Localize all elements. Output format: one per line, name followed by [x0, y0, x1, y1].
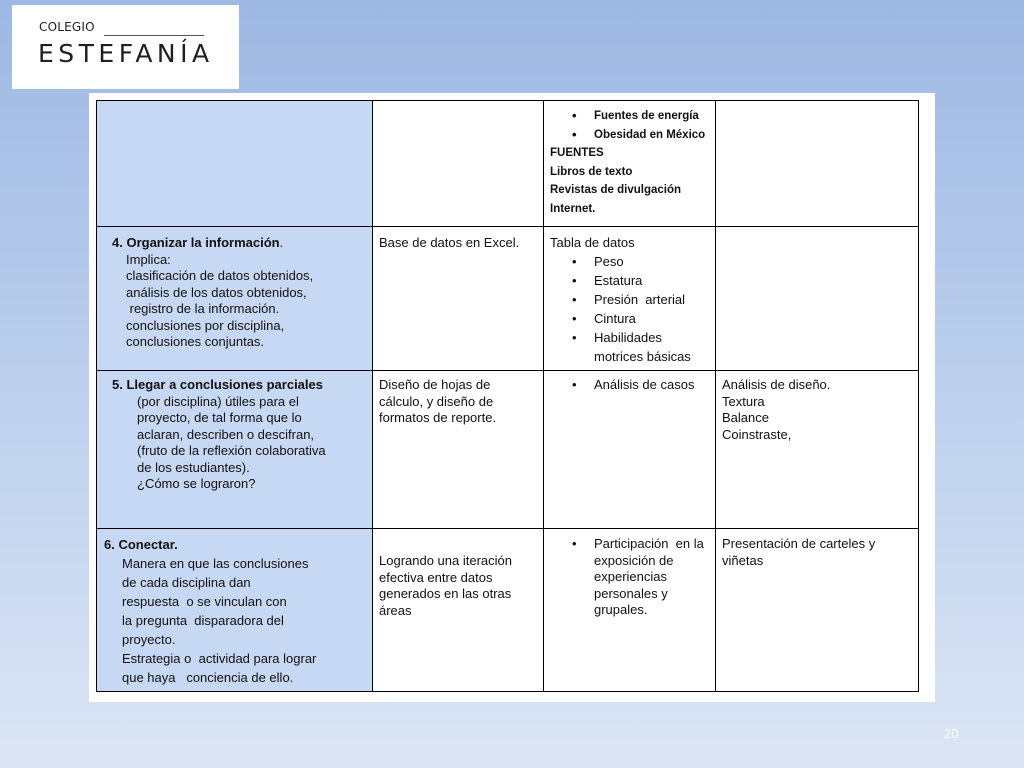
bullet-list: [550, 107, 709, 144]
step-title: 6. Conectar.: [104, 537, 178, 552]
step-line: Implica:: [126, 251, 171, 267]
document-page: [89, 93, 935, 702]
sources-heading: FUENTES: [550, 147, 604, 159]
table-cell: [716, 101, 919, 227]
planning-table: [96, 100, 919, 692]
table-cell: [373, 101, 544, 227]
table-cell: [544, 371, 716, 529]
step-line: (por disciplina) útiles para el: [137, 393, 299, 409]
table-cell: [373, 529, 544, 692]
table-heading: Tabla de datos: [550, 235, 635, 250]
cell-line: Coinstraste,: [722, 426, 792, 442]
list-item: • Fuentes de energía: [550, 107, 709, 126]
table-cell: [716, 529, 919, 692]
table-row: [97, 529, 919, 692]
step-title: Organizar la información: [126, 235, 280, 250]
list-item: • Presión arterial: [550, 290, 709, 309]
cell-text: Presentación de carteles y viñetas: [722, 536, 876, 568]
step-line: clasificación de datos obtenidos,: [126, 268, 314, 283]
list-item: • Obesidad en México: [550, 126, 709, 145]
table-cell: [716, 227, 919, 371]
step-line: Manera en que las conclusiones: [122, 556, 309, 571]
table-cell: [97, 371, 373, 529]
step-line: de cada disciplina dan: [122, 575, 251, 590]
list-item: • Habilidades motrices básicas: [550, 328, 709, 366]
table-row: [97, 101, 919, 227]
step-line: (fruto de la reflexión colaborativa: [137, 443, 326, 458]
table-cell: [373, 371, 544, 529]
table-cell: [373, 227, 544, 371]
bullet-list: [550, 536, 709, 619]
table-cell: [97, 529, 373, 692]
step-line: conclusiones por disciplina,: [126, 317, 285, 333]
step-line: registro de la información.: [126, 301, 280, 316]
step-line: de los estudiantes).: [137, 459, 250, 475]
cell-text: Diseño de hojas de cálculo, y diseño de formatos de reporte.: [379, 377, 497, 425]
source-line: Revistas de divulgación: [550, 184, 682, 196]
list-item: • Cintura: [550, 309, 709, 328]
table-cell: [716, 371, 919, 529]
bullet-list: [550, 252, 709, 366]
cell-line: Balance: [722, 410, 769, 425]
table-row: [97, 371, 919, 529]
step-line: conclusiones conjuntas.: [126, 334, 265, 349]
table-cell: [97, 101, 373, 227]
table-row: [97, 227, 919, 371]
bullet-list: [550, 377, 709, 394]
logo-rule: [104, 35, 204, 36]
page-number: 20: [944, 726, 959, 741]
cell-text: Base de datos en Excel.: [379, 235, 520, 250]
step-title: 5. Llegar a conclusiones parciales: [112, 377, 323, 392]
logo-small-text: COLEGIO: [39, 20, 95, 34]
cell-line: Análisis de diseño.: [722, 377, 831, 392]
list-item: • Estatura: [550, 271, 709, 290]
step-line: aclaran, describen o descifran,: [137, 426, 315, 442]
table-cell: [544, 101, 716, 227]
list-item: • Análisis de casos: [550, 377, 709, 394]
table-cell: [544, 227, 716, 371]
step-line: Estrategia o actividad para lograr: [122, 651, 317, 666]
source-line: Libros de texto: [550, 165, 633, 178]
step-line: respuesta o se vinculan con: [122, 594, 287, 609]
step-line: que haya conciencia de ello.: [122, 670, 294, 685]
logo-big-text: ESTEFANÍA: [38, 39, 214, 68]
step-title-end: .: [279, 235, 284, 250]
list-item: • Peso: [550, 252, 709, 271]
step-number: 4.: [112, 235, 127, 250]
school-logo: [12, 5, 239, 89]
step-line: la pregunta disparadora del: [122, 613, 284, 628]
step-line: análisis de los datos obtenidos,: [126, 284, 307, 300]
cell-text: Logrando una iteración efectiva entre datos generados en las otras áreas: [379, 553, 512, 618]
step-line: ¿Cómo se lograron?: [137, 476, 256, 491]
cell-line: Textura: [722, 393, 765, 409]
table-cell: [544, 529, 716, 692]
table-cell: [97, 227, 373, 371]
step-line: proyecto, de tal forma que lo: [137, 410, 302, 425]
source-line: Internet.: [550, 202, 596, 215]
step-line: proyecto.: [122, 632, 176, 647]
list-item: • Participación en la exposición de experiencias personales y grupales.: [550, 536, 709, 619]
